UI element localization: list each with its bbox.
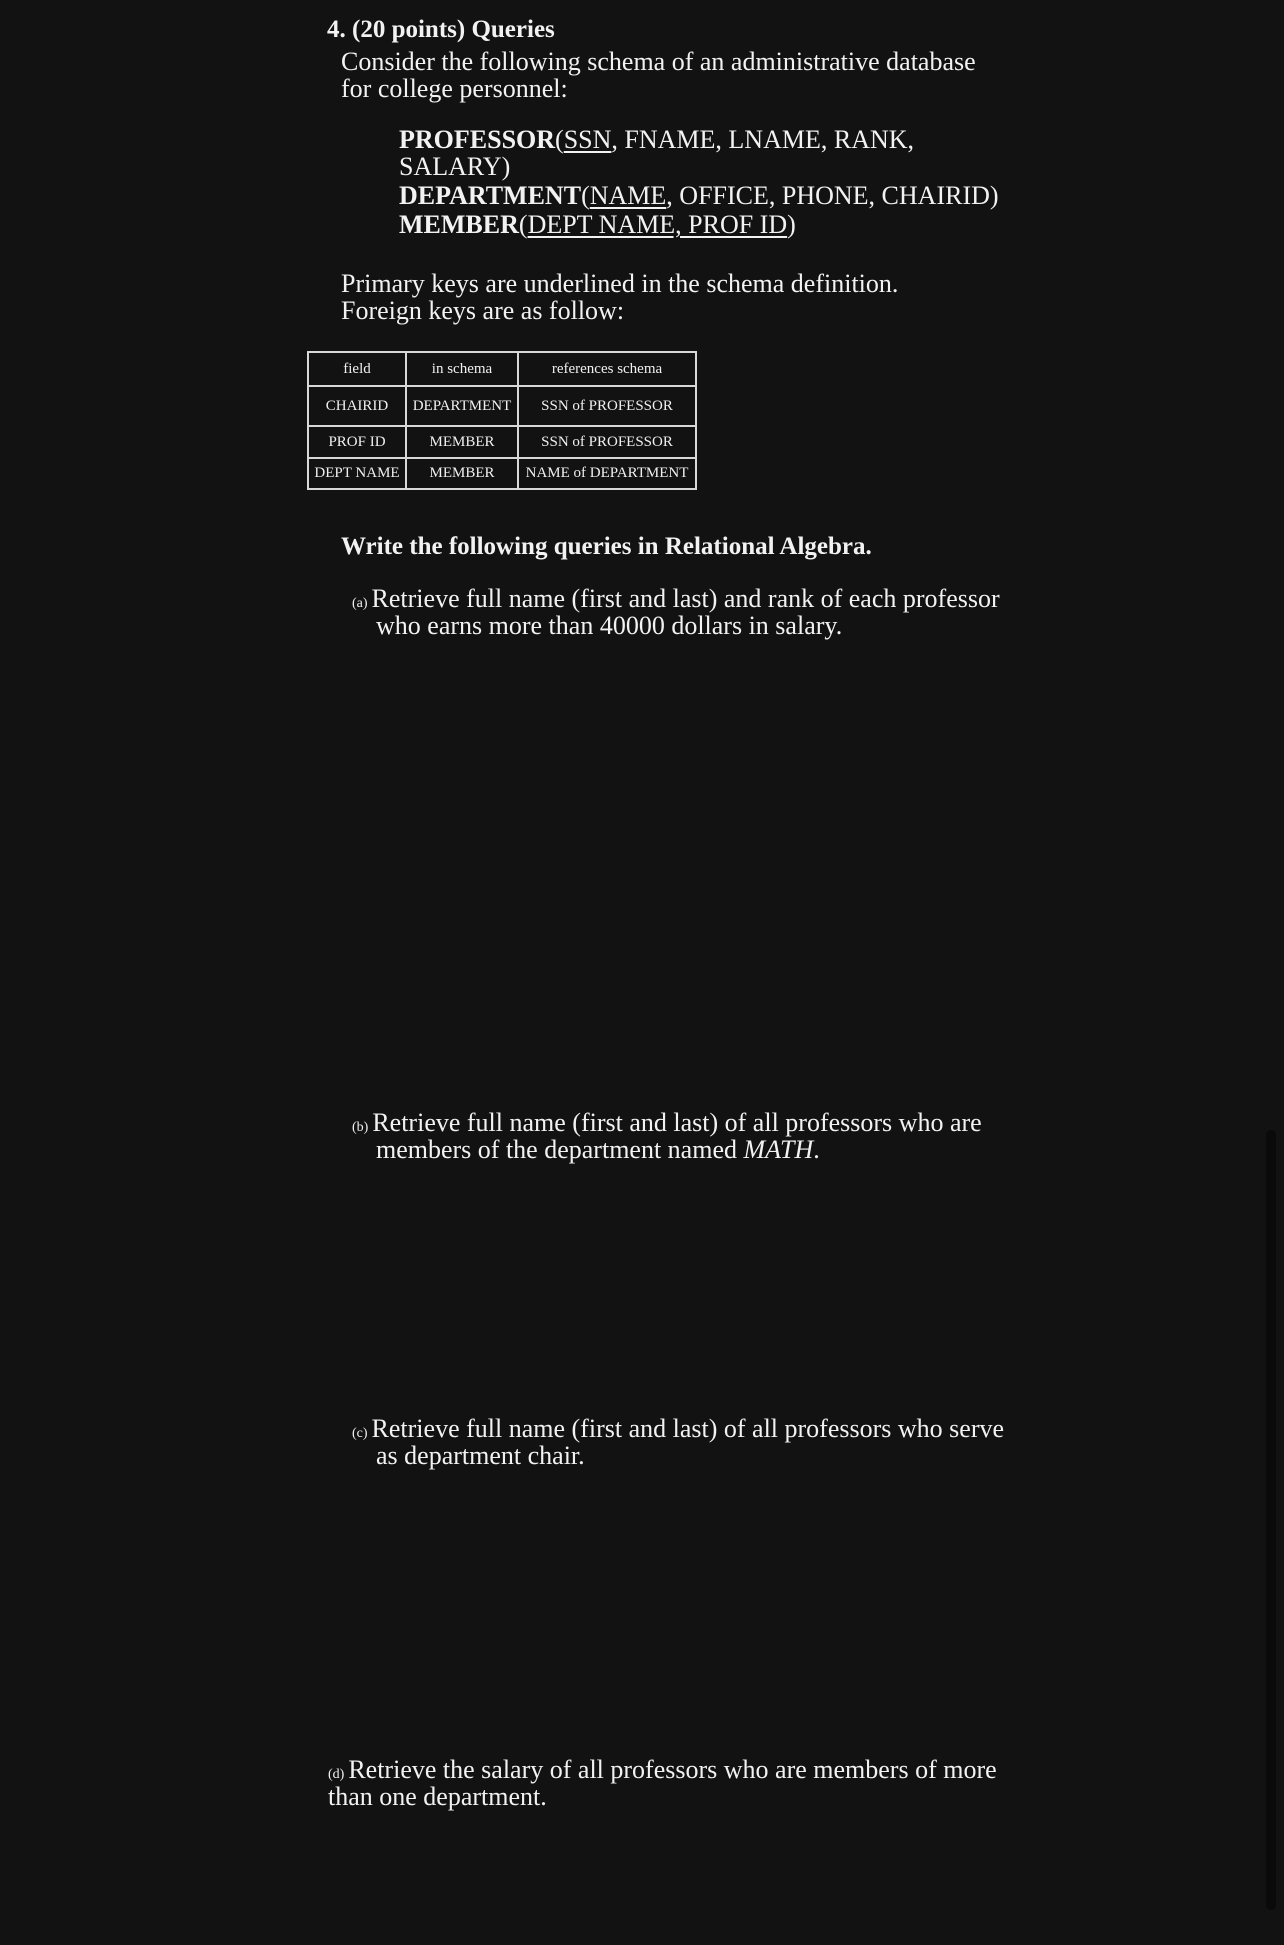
- schema-professor-name: PROFESSOR: [399, 125, 556, 154]
- table-cell: CHAIRID: [308, 386, 406, 426]
- question-c-line1: Retrieve full name (first and last) of all professors who serve: [371, 1414, 1005, 1443]
- table-cell: SSN of PROFESSOR: [518, 426, 696, 458]
- question-b-period: .: [813, 1135, 820, 1164]
- question-c-cont: as department chair.: [376, 1441, 585, 1470]
- problem-heading: 4. (20 points) Queries: [327, 16, 555, 43]
- schema-member-key: DEPT NAME, PROF ID: [527, 210, 788, 239]
- instructions: Write the following queries in Relational Algebra.: [341, 533, 872, 560]
- schema-professor-cont: SALARY): [399, 152, 511, 181]
- schema-member-name: MEMBER: [399, 210, 519, 239]
- schema-professor: PROFESSOR(SSN, FNAME, LNAME, RANK,: [399, 125, 915, 154]
- table-cell: SSN of PROFESSOR: [518, 386, 696, 426]
- table-header-row: [308, 352, 696, 386]
- table-cell: DEPARTMENT: [406, 386, 518, 426]
- schema-department: DEPARTMENT(NAME, OFFICE, PHONE, CHAIRID): [399, 181, 999, 210]
- table-cell: DEPT NAME: [308, 458, 406, 489]
- foreign-key-table: [307, 351, 697, 490]
- question-d: [328, 1755, 997, 1785]
- question-a: [352, 584, 1000, 614]
- schema-department-key: NAME: [589, 181, 667, 210]
- schema-member: MEMBER(DEPT NAME, PROF ID): [399, 210, 796, 239]
- question-b-cont: [376, 1135, 820, 1165]
- question-d-line1: Retrieve the salary of all professors who are members of more: [348, 1755, 997, 1784]
- question-b: [352, 1108, 982, 1138]
- question-c-label: (c): [352, 1426, 368, 1441]
- question-a-label: (a): [352, 596, 368, 611]
- question-a-line1: Retrieve full name (first and last) and rank of each professor: [371, 584, 1000, 613]
- question-b-dept: MATH: [743, 1135, 814, 1164]
- schema-department-name: DEPARTMENT: [399, 181, 582, 210]
- question-a-cont: who earns more than 40000 dollars in salary.: [376, 611, 843, 640]
- scrollbar[interactable]: [1266, 1130, 1276, 1910]
- schema-member-close: ): [787, 210, 796, 239]
- fk-note: Primary keys are underlined in the schema definition. Foreign keys are as follow:: [341, 269, 899, 325]
- table-cell: MEMBER: [406, 458, 518, 489]
- schema-department-attrs: , OFFICE, PHONE, CHAIRID): [666, 181, 999, 210]
- table-row: [308, 386, 696, 426]
- question-c: [352, 1414, 1004, 1444]
- question-d-label: (d): [328, 1767, 345, 1782]
- question-d-cont: than one department.: [328, 1782, 547, 1811]
- intro-paragraph: Consider the following schema of an administrative database for college personnel:: [341, 47, 976, 103]
- question-b-line2: members of the department named: [376, 1135, 744, 1164]
- table-row: [308, 458, 696, 489]
- table-cell: PROF ID: [308, 426, 406, 458]
- header-cell: references schema: [518, 352, 696, 386]
- schema-professor-attrs: , FNAME, LNAME, RANK,: [611, 125, 915, 154]
- question-b-line1: Retrieve full name (first and last) of all professors who are: [372, 1108, 982, 1137]
- table-cell: NAME of DEPARTMENT: [518, 458, 696, 489]
- schema-professor-key: SSN: [563, 125, 612, 154]
- table-row: [308, 426, 696, 458]
- header-cell: field: [308, 352, 406, 386]
- table-cell: MEMBER: [406, 426, 518, 458]
- question-b-label: (b): [352, 1120, 369, 1135]
- header-cell: in schema: [406, 352, 518, 386]
